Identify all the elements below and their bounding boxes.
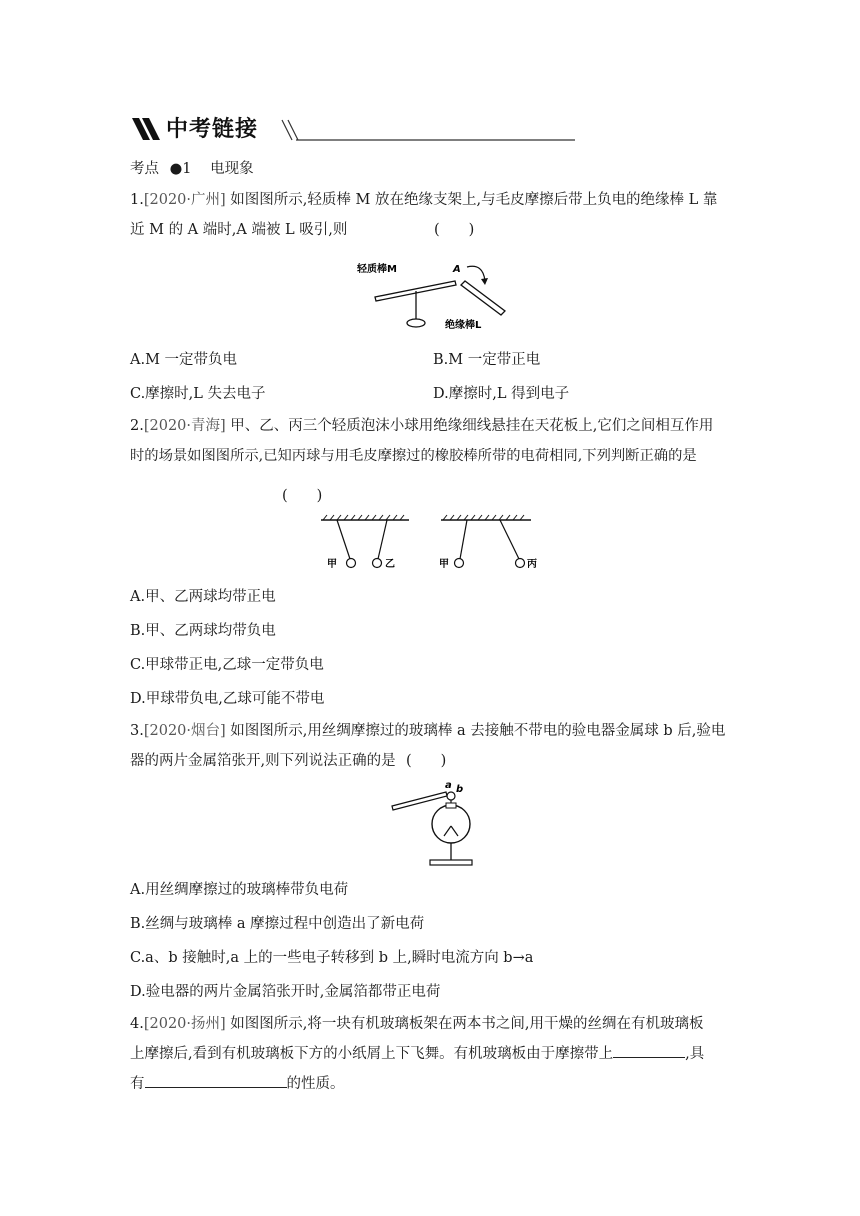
answer-paren: ( ) xyxy=(434,222,475,238)
answer-paren: ( ) xyxy=(406,753,447,769)
question-source: [2020·扬州] xyxy=(143,1016,226,1032)
question-text: 甲、乙、丙三个轻质泡沫小球用绝缘细线悬挂在天花板上,它们之间相互作用 xyxy=(230,418,714,434)
figure-rods xyxy=(355,255,515,335)
question-source: [2020·广州] xyxy=(143,192,226,208)
label-jia-left: 甲 xyxy=(327,559,337,570)
option-a: A.用丝绸摩擦过的玻璃棒带负电荷 xyxy=(130,882,349,898)
section-label xyxy=(130,157,254,178)
question-4-line2 xyxy=(130,1039,730,1069)
label-a: a xyxy=(445,780,452,791)
thread-left-a xyxy=(337,520,350,559)
ball-right-a xyxy=(455,559,464,568)
question-1-line2 xyxy=(130,215,730,245)
label-jia-right: 甲 xyxy=(439,559,449,570)
question-3-line2 xyxy=(130,746,730,776)
question-source: [2020·烟台] xyxy=(143,723,226,739)
header-stripes-icon xyxy=(130,116,160,142)
question-number: 2. xyxy=(130,418,144,434)
option-b: B.M 一定带正电 xyxy=(433,352,541,368)
question-text: 有 xyxy=(130,1076,145,1092)
answer-blank-1[interactable] xyxy=(613,1041,685,1058)
metal-ball xyxy=(447,792,455,800)
question-3 xyxy=(130,716,730,776)
question-text: 近 M 的 A 端时,A 端被 L 吸引,则 xyxy=(130,222,348,238)
question-4-line3 xyxy=(130,1069,730,1099)
thread-right-a xyxy=(460,520,467,559)
question-text: 如图图所示,将一块有机玻璃板架在两本书之间,用干燥的丝绸在有机玻璃板 xyxy=(230,1016,704,1032)
question-2-line1 xyxy=(130,411,740,441)
glass-rod xyxy=(392,792,447,810)
figure-balls xyxy=(315,512,545,574)
rod-l xyxy=(461,281,505,315)
question-text: 如图图所示,轻质棒 M 放在绝缘支架上,与毛皮摩擦后带上负电的绝缘棒 L 靠 xyxy=(230,192,718,208)
ball-left-b xyxy=(373,559,382,568)
question-text: ,具 xyxy=(685,1046,705,1062)
thread-left-b xyxy=(378,520,387,559)
answer-paren: ( ) xyxy=(282,488,323,504)
ceiling-left xyxy=(321,515,409,520)
question-number: 3. xyxy=(130,723,144,739)
question-text: 如图图所示,用丝绸摩擦过的玻璃棒 a 去接触不带电的验电器金属球 b 后,验电 xyxy=(230,723,726,739)
stand-base xyxy=(407,319,425,327)
option-a: A.M 一定带负电 xyxy=(130,352,238,368)
label-b: b xyxy=(456,784,464,795)
question-text: 器的两片金属箔张开,则下列说法正确的是 xyxy=(130,753,396,769)
question-3-line1 xyxy=(130,716,730,746)
ball-right-b xyxy=(516,559,525,568)
label-rod-l: 绝缘棒L xyxy=(445,320,482,331)
option-d: D.验电器的两片金属箔张开时,金属箔都带正电荷 xyxy=(130,984,441,1000)
question-1-line1 xyxy=(130,185,730,215)
section-prefix: 考点 xyxy=(130,161,159,177)
option-c: C.摩擦时,L 失去电子 xyxy=(130,386,266,402)
stand-base xyxy=(430,860,472,865)
question-4 xyxy=(130,1009,730,1099)
question-text: 时的场景如图图所示,已知丙球与用毛皮摩擦过的橡胶棒所带的电荷相同,下列判断正确的是 xyxy=(130,448,697,464)
header-rule xyxy=(280,118,580,144)
section-number: 1 xyxy=(182,161,192,177)
bullet-icon: ● xyxy=(169,161,183,177)
question-number: 1. xyxy=(130,192,144,208)
attraction-arrow xyxy=(467,266,485,281)
question-number: 4. xyxy=(130,1016,144,1032)
question-2 xyxy=(130,411,740,471)
option-a: A.甲、乙两球均带正电 xyxy=(130,589,276,605)
header-title: 中考链接 xyxy=(166,117,259,142)
ceiling-right xyxy=(441,515,531,520)
question-source: [2020·青海] xyxy=(143,418,226,434)
section-header xyxy=(130,112,590,146)
question-4-line1 xyxy=(130,1009,730,1039)
question-text: 上摩擦后,看到有机玻璃板下方的小纸屑上下飞舞。有机玻璃板由于摩擦带上 xyxy=(130,1046,614,1062)
question-1 xyxy=(130,185,730,245)
label-yi: 乙 xyxy=(385,559,395,570)
arrow-head-icon xyxy=(481,278,488,285)
figure-electroscope xyxy=(390,778,490,872)
label-point-a: A xyxy=(453,264,461,275)
thread-right-b xyxy=(500,520,519,559)
option-b: B.丝绸与玻璃棒 a 摩擦过程中创造出了新电荷 xyxy=(130,916,425,932)
option-c: C.a、b 接触时,a 上的一些电子转移到 b 上,瞬时电流方向 b→a xyxy=(130,950,534,966)
option-c: C.甲球带正电,乙球一定带负电 xyxy=(130,657,324,673)
jar xyxy=(432,805,470,843)
option-d: D.摩擦时,L 得到电子 xyxy=(433,386,570,402)
question-text: 的性质。 xyxy=(286,1076,345,1092)
label-bing: 丙 xyxy=(527,559,537,570)
option-d: D.甲球带负电,乙球可能不带电 xyxy=(130,691,325,707)
option-b: B.甲、乙两球均带负电 xyxy=(130,623,276,639)
answer-blank-2[interactable] xyxy=(145,1071,287,1088)
section-title: 电现象 xyxy=(210,161,254,177)
ball-left-a xyxy=(347,559,356,568)
label-rod-m: 轻质棒M xyxy=(357,264,397,275)
stopper xyxy=(446,803,456,808)
